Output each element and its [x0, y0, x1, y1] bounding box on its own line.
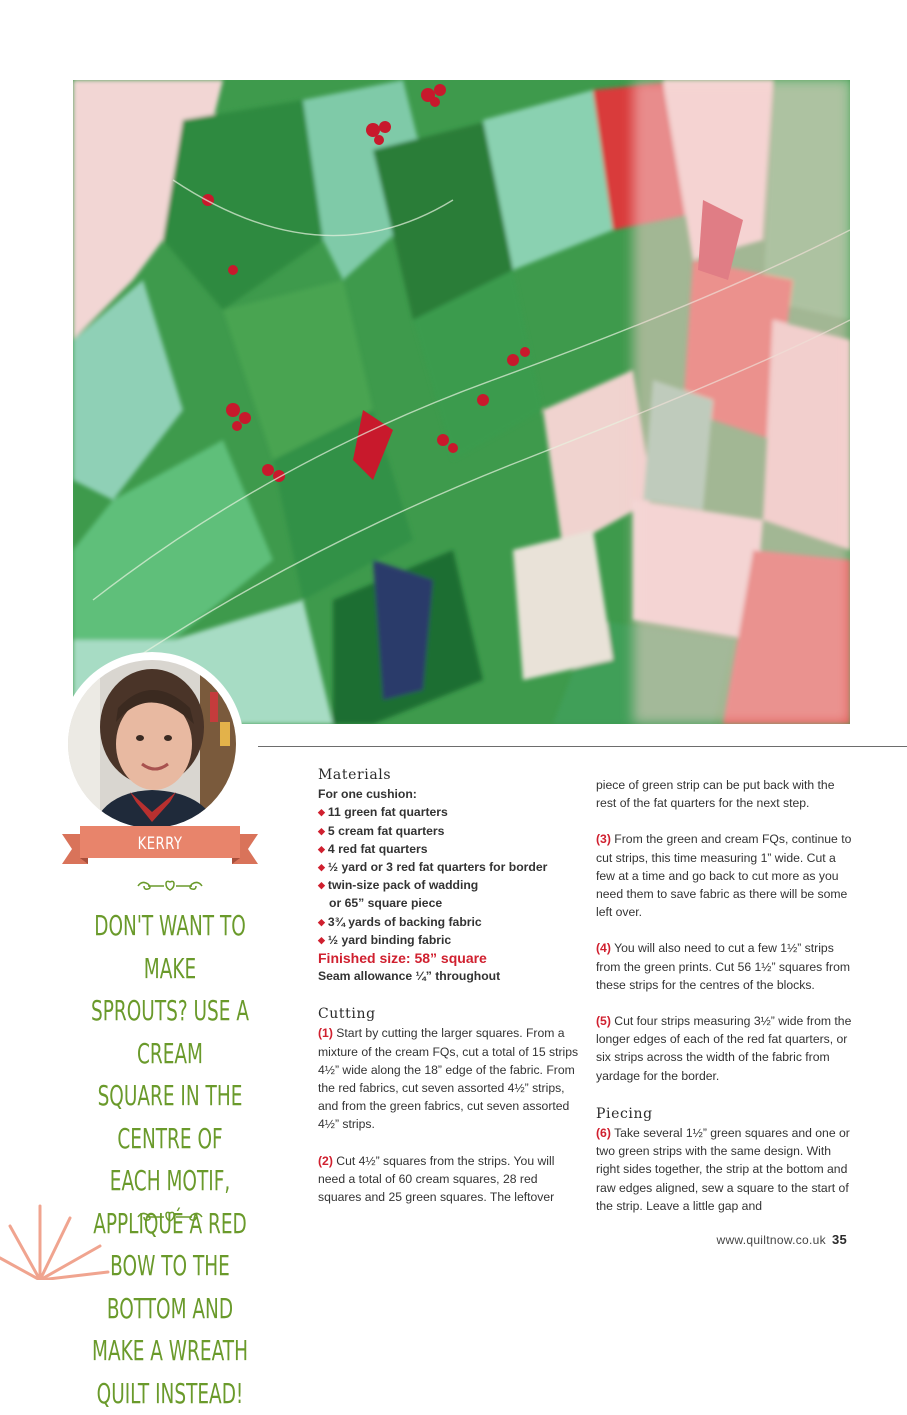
page-footer: [716, 1232, 847, 1247]
materials-item: ◆ ½ yard binding fabric: [318, 932, 452, 947]
page-number: 35: [831, 1232, 847, 1247]
cutting-step-5: (5) Cut four strips measuring 3½” wide from the longer edges of each of the red fat quarters, or six strips across the width of the fabric from yardage for the border.: [596, 1014, 852, 1083]
website-url[interactable]: www.quiltnow.co.uk: [716, 1233, 826, 1247]
quilt-image: [73, 80, 850, 724]
star-burst-icon: [0, 1196, 110, 1280]
seam-allowance: Seam allowance ¼” throughout: [318, 969, 501, 984]
materials-item: ◆ twin-size pack of wadding: [318, 878, 479, 893]
cutting-step-2-continued: piece of green strip can be put back with the rest of the fat quarters for the next step.: [596, 778, 835, 811]
cutting-step-2: (2) Cut 4½” squares from the strips. You will need a total of 60 cream squares, 28 red squares and 25 green squares. The leftover: [318, 1153, 555, 1205]
cutting-step-4: (4) You will also need to cut a few 1½” strips from the green prints. Cut 56 1½” squares from these strips for the centres of the blocks.: [596, 941, 851, 992]
bullet-icon: ◆: [318, 862, 325, 873]
column-right: [596, 776, 858, 1215]
cutting-step-1: (1) Start by cutting the larger squares. From a mixture of the cream FQs, cut a total of 15 strips 4½” wide along the 18” edge of the fabric. From the red fabrics, cut seven assorted 4½” strips, and from the green fabrics, cut seven assorted 4½” strips.: [318, 1026, 579, 1132]
quilt-photo: [73, 80, 850, 724]
materials-item: ◆ 5 cream fat quarters: [318, 823, 445, 838]
materials-item-continuation: or 65” square piece: [329, 896, 443, 911]
bullet-icon: ◆: [318, 807, 325, 818]
piecing-heading: Piecing: [596, 1105, 653, 1122]
finished-size: Finished size: 58” square: [318, 950, 487, 967]
materials-item: ◆ 11 green fat quarters: [318, 805, 448, 820]
bullet-icon: ◆: [318, 825, 325, 836]
flourish-icon: [134, 878, 206, 892]
designer-name-banner: [58, 824, 262, 882]
materials-subheading: For one cushion:: [318, 787, 417, 802]
designer-portrait: [60, 652, 244, 836]
materials-item: ◆ 4 red fat quarters: [318, 841, 428, 856]
cutting-heading: Cutting: [318, 1006, 376, 1023]
section-divider: [258, 746, 907, 747]
materials-heading: Materials: [318, 767, 392, 783]
column-left: [318, 766, 580, 1206]
materials-item: ◆ 3¾ yards of backing fabric: [318, 914, 482, 929]
materials-item: ◆ ½ yard or 3 red fat quarters for border: [318, 860, 548, 875]
tip-callout: DON'T WANT TO MAKE SPROUTS? USE A CREAM SQUARE IN THE CENTRE OF EACH MOTIF, APPLIQUÉ A RED BOW TO THE BOTTOM AND MAKE A WREATH QUILT INSTEAD!: [91, 909, 249, 1410]
piecing-step-6: (6) Take several 1½” green squares and one or two green strips with the same design. With right sides together, the strip at the bottom and raw edges aligned, sew a square to the start of the strip. Leave a little gap and: [596, 1126, 850, 1213]
designer-name: KERRY FOSTER: [132, 834, 188, 882]
bullet-icon: ◆: [318, 934, 325, 945]
bullet-icon: ◆: [318, 880, 325, 891]
bullet-icon: ◆: [318, 916, 325, 927]
cutting-step-3: (3) From the green and cream FQs, continue to cut strips, this time measuring 1” wide. Cut a few at a time and go back to cut more as you need them to save fabric as there will be some left over.: [596, 832, 852, 920]
bullet-icon: ◆: [318, 843, 325, 854]
flourish-icon-bottom: [134, 1209, 206, 1223]
